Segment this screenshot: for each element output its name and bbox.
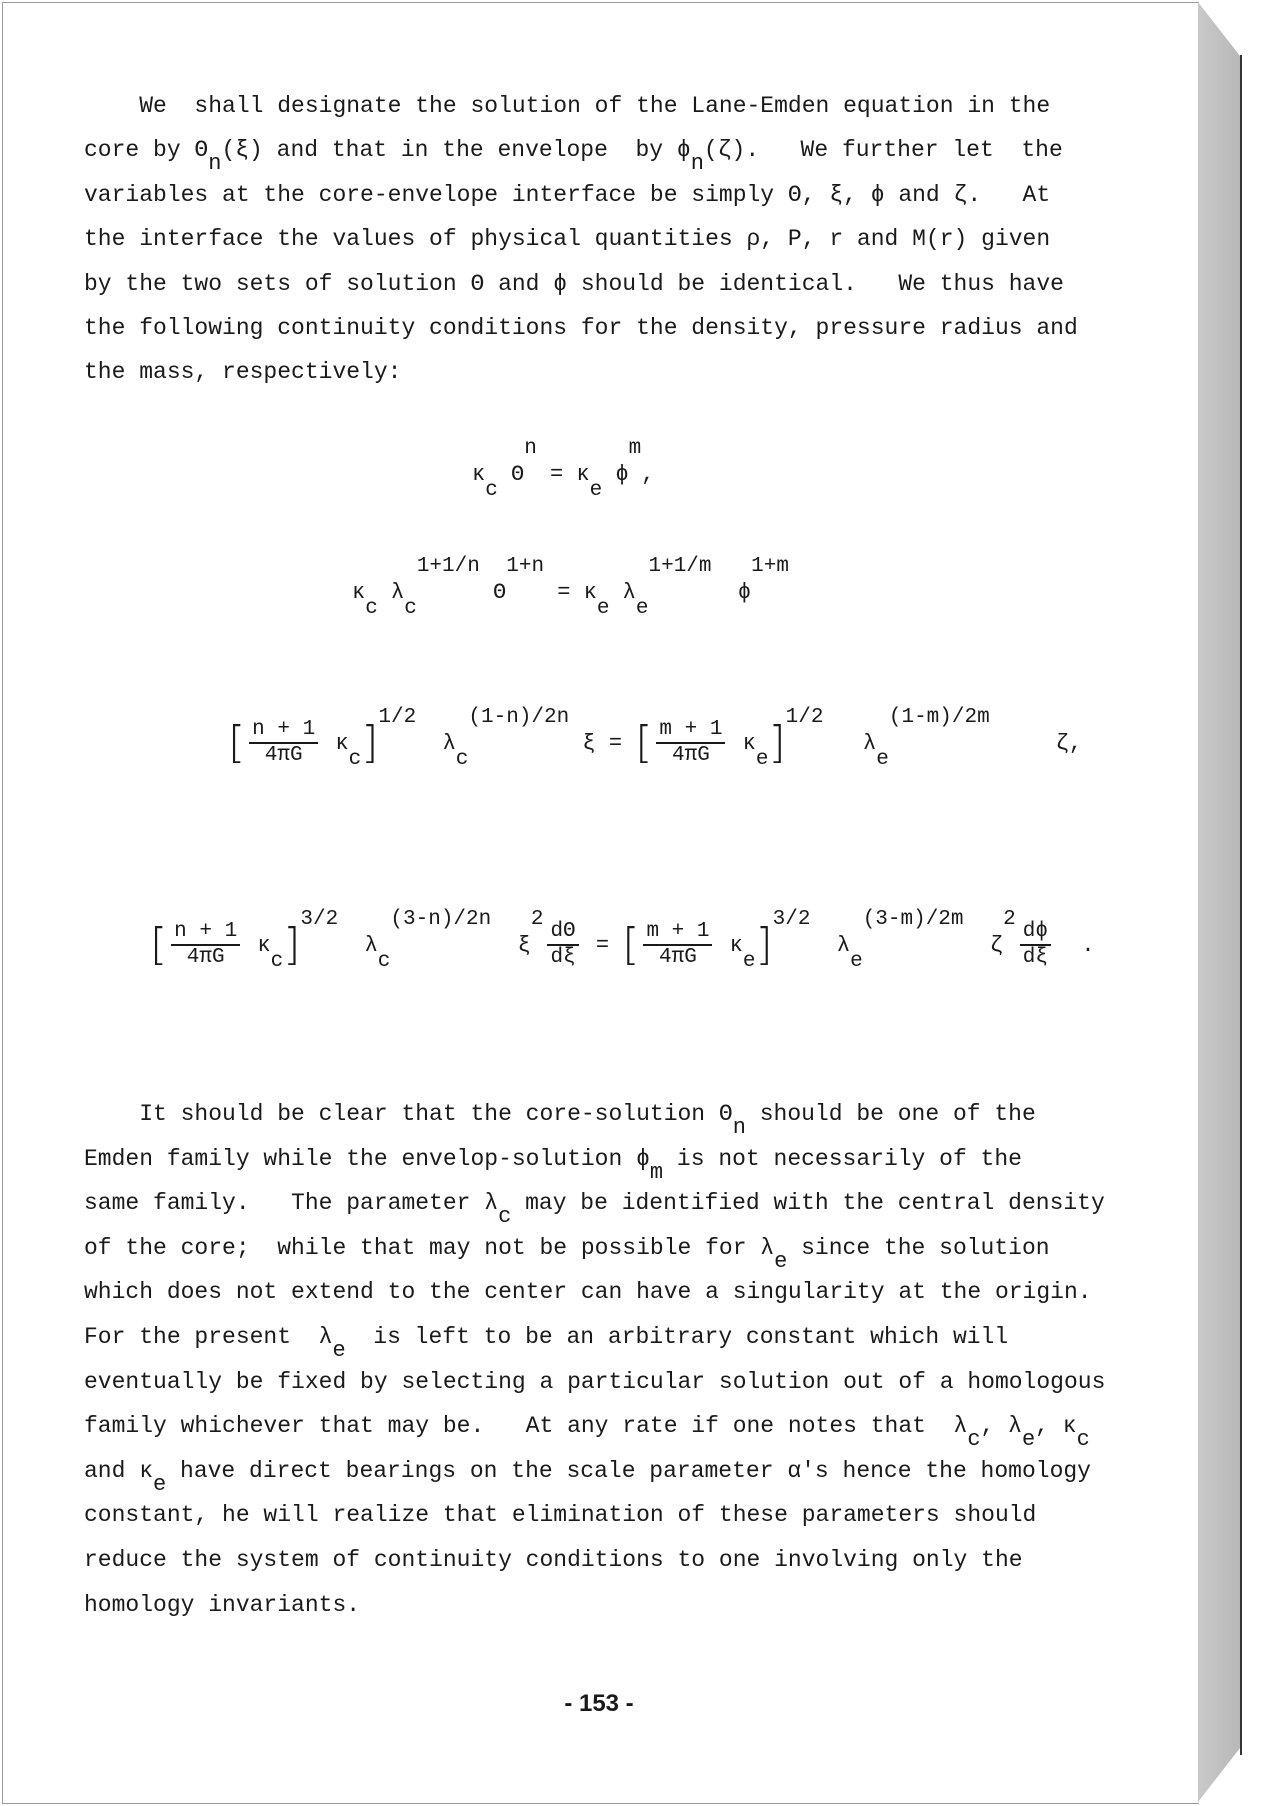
text: = — [582, 932, 623, 958]
text: λ — [377, 580, 405, 605]
superscript: 1+m — [751, 555, 789, 578]
denominator: 4πG — [186, 946, 225, 969]
text-line — [84, 136, 1063, 177]
text: since the solution — [787, 1234, 1050, 1261]
subscript: c — [377, 949, 391, 973]
subscript: c — [270, 949, 284, 973]
superscript: 1/2 — [785, 705, 824, 729]
equation-4 — [150, 907, 1095, 973]
superscript: 1+n — [506, 555, 545, 578]
bracket: [ — [228, 717, 246, 768]
subscript: c — [455, 747, 469, 771]
text: For the present λ — [84, 1324, 333, 1350]
subscript: c — [1076, 1427, 1090, 1453]
denominator: 4πG — [264, 744, 303, 767]
text: ξ — [491, 932, 531, 958]
text: κ — [322, 730, 349, 756]
subscript: n — [732, 1115, 746, 1140]
subscript: e — [742, 949, 756, 973]
text: We shall designate the solution of the Lane-Emden equation in the — [84, 93, 1051, 119]
text: = κ — [544, 580, 597, 605]
text: should be one of the — [745, 1101, 1036, 1127]
text-line — [84, 314, 1078, 342]
text: ζ, — [989, 730, 1083, 756]
text: κ — [472, 462, 486, 487]
bracket: [ — [622, 919, 640, 970]
subscript: c — [365, 597, 378, 620]
numerator: dΘ — [547, 920, 578, 946]
superscript: 2 — [530, 907, 544, 931]
text: (ξ) and that in the envelope by ϕ — [221, 137, 691, 164]
denominator: 4πG — [672, 744, 710, 767]
subscript: m — [649, 1159, 664, 1185]
subscript: c — [485, 479, 498, 502]
superscript: 1/2 — [378, 705, 417, 729]
text: homology invariants. — [84, 1591, 361, 1618]
text: ξ = — [569, 730, 636, 756]
text-line — [84, 1100, 1036, 1140]
superscript: 1+1/m — [648, 555, 712, 578]
subscript: e — [774, 1248, 788, 1274]
text-line — [84, 1591, 360, 1619]
text: by the two sets of solution Θ and ϕ should be identical. We thus have — [84, 270, 1064, 297]
text: κ — [352, 580, 366, 605]
text: same family. The parameter λ — [84, 1190, 499, 1217]
fraction — [1020, 920, 1051, 970]
text: (ζ). We further let the — [703, 137, 1063, 164]
subscript: e — [876, 747, 889, 771]
subscript: n — [690, 151, 704, 177]
subscript: e — [153, 1471, 167, 1497]
equation-3 — [228, 705, 1083, 771]
text: eventually be fixed by selecting a particular solution out of a homologous — [84, 1368, 1106, 1395]
superscript: (1-m)/2m — [888, 705, 990, 729]
text-line — [84, 1412, 1090, 1453]
text: Θ — [479, 580, 507, 605]
numerator: m + 1 — [656, 718, 725, 744]
text-line — [84, 1501, 1036, 1529]
text: , λ — [980, 1413, 1022, 1440]
text-line — [84, 270, 1064, 298]
text: , κ — [1035, 1413, 1077, 1440]
superscript: 1+1/n — [416, 555, 480, 578]
text: ϕ — [602, 462, 629, 487]
subscript: e — [1021, 1427, 1036, 1453]
bracket: [ — [150, 919, 168, 970]
numerator: n + 1 — [249, 718, 318, 744]
text: , — [641, 462, 655, 487]
superscript: m — [628, 437, 642, 460]
subscript: c — [404, 597, 417, 620]
text-line — [84, 225, 1050, 253]
denominator: 4πG — [659, 946, 697, 969]
text: It should be clear that the core-solution Θ — [84, 1101, 733, 1127]
text-line — [84, 92, 1050, 120]
superscript: 3/2 — [300, 907, 339, 931]
text: Emden family while the envelop-solution ϕ — [84, 1145, 650, 1172]
superscript: 2 — [1003, 907, 1016, 931]
superscript: (3-n)/2n — [390, 907, 492, 931]
text: have direct bearings on the scale parameter α's hence the homology — [166, 1457, 1091, 1484]
text-line — [84, 1368, 1105, 1396]
text: λ — [810, 932, 851, 958]
text: κ — [716, 932, 743, 958]
text: may be identified with the central density — [511, 1190, 1105, 1217]
page-edge-shadow — [1198, 2, 1240, 1802]
bracket: ] — [283, 919, 301, 970]
text: λ — [338, 932, 378, 958]
text-line — [84, 181, 1050, 209]
page-number: - 153 - — [564, 1690, 634, 1717]
subscript: c — [498, 1204, 512, 1230]
text-line — [84, 358, 401, 386]
fraction — [643, 920, 712, 970]
fraction — [656, 718, 725, 768]
page-edge-line — [1240, 55, 1242, 1755]
subscript: e — [850, 949, 863, 973]
text: λ — [609, 580, 636, 605]
subscript: e — [635, 597, 649, 620]
text: ζ — [963, 932, 1004, 958]
text-line — [84, 1546, 1023, 1574]
text: λ — [416, 730, 456, 756]
text-line — [84, 1457, 1091, 1497]
text: family whichever that may be. At any rate if one notes that λ — [84, 1413, 968, 1440]
fraction — [547, 920, 578, 970]
text: the mass, respectively: — [84, 359, 402, 386]
equation-2 — [352, 555, 789, 620]
bracket: [ — [635, 717, 653, 768]
text: λ — [823, 730, 877, 756]
text: constant, he will realize that elimination of these parameters should — [84, 1502, 1037, 1529]
text: the interface the values of physical quantities ρ, P, r and M(r) given — [84, 226, 1051, 253]
subscript: n — [208, 151, 222, 177]
superscript: (1-n)/2n — [468, 705, 570, 729]
text: core by Θ — [84, 137, 209, 164]
text: and κ — [84, 1457, 154, 1484]
text: = κ — [536, 462, 590, 487]
bracket: ] — [768, 717, 786, 768]
bracket: ] — [361, 717, 379, 768]
text-line — [84, 1234, 1050, 1274]
text: ϕ — [711, 580, 752, 605]
text: reduce the system of continuity conditions to one involving only the — [84, 1547, 1023, 1573]
bracket: ] — [755, 919, 773, 970]
text: the following continuity conditions for the density, pressure radius and — [84, 315, 1078, 341]
text-line — [84, 1323, 1009, 1363]
text: is not necessarily of the — [663, 1145, 1022, 1172]
text-line — [84, 1145, 1022, 1185]
equation-1 — [472, 437, 655, 502]
text: . — [1054, 932, 1095, 958]
text: of the core; while that may not be possible for λ — [84, 1234, 775, 1261]
text: which does not extend to the center can have a singularity at the origin. — [84, 1279, 1092, 1306]
superscript: n — [524, 437, 537, 460]
text: variables at the core-envelope interface be simply Θ, ξ, ϕ and ζ. At — [84, 181, 1051, 208]
subscript: c — [967, 1427, 981, 1453]
superscript: 3/2 — [772, 907, 811, 931]
numerator: dϕ — [1020, 920, 1051, 946]
numerator: n + 1 — [171, 920, 240, 946]
subscript: e — [332, 1338, 346, 1363]
numerator: m + 1 — [643, 920, 712, 946]
text: Θ — [497, 462, 525, 487]
text: is left to be an arbitrary constant which will — [345, 1324, 1009, 1350]
fraction — [171, 920, 240, 970]
text-line — [84, 1278, 1092, 1306]
fraction — [249, 718, 318, 768]
subscript: e — [589, 479, 603, 502]
subscript: e — [596, 597, 610, 620]
subscript: e — [755, 747, 769, 771]
subscript: c — [348, 747, 362, 771]
text: κ — [729, 730, 756, 756]
denominator: dξ — [1022, 946, 1048, 969]
text: κ — [244, 932, 271, 958]
superscript: (3-m)/2m — [862, 907, 964, 931]
text-line — [84, 1189, 1105, 1230]
denominator: dξ — [550, 946, 576, 969]
